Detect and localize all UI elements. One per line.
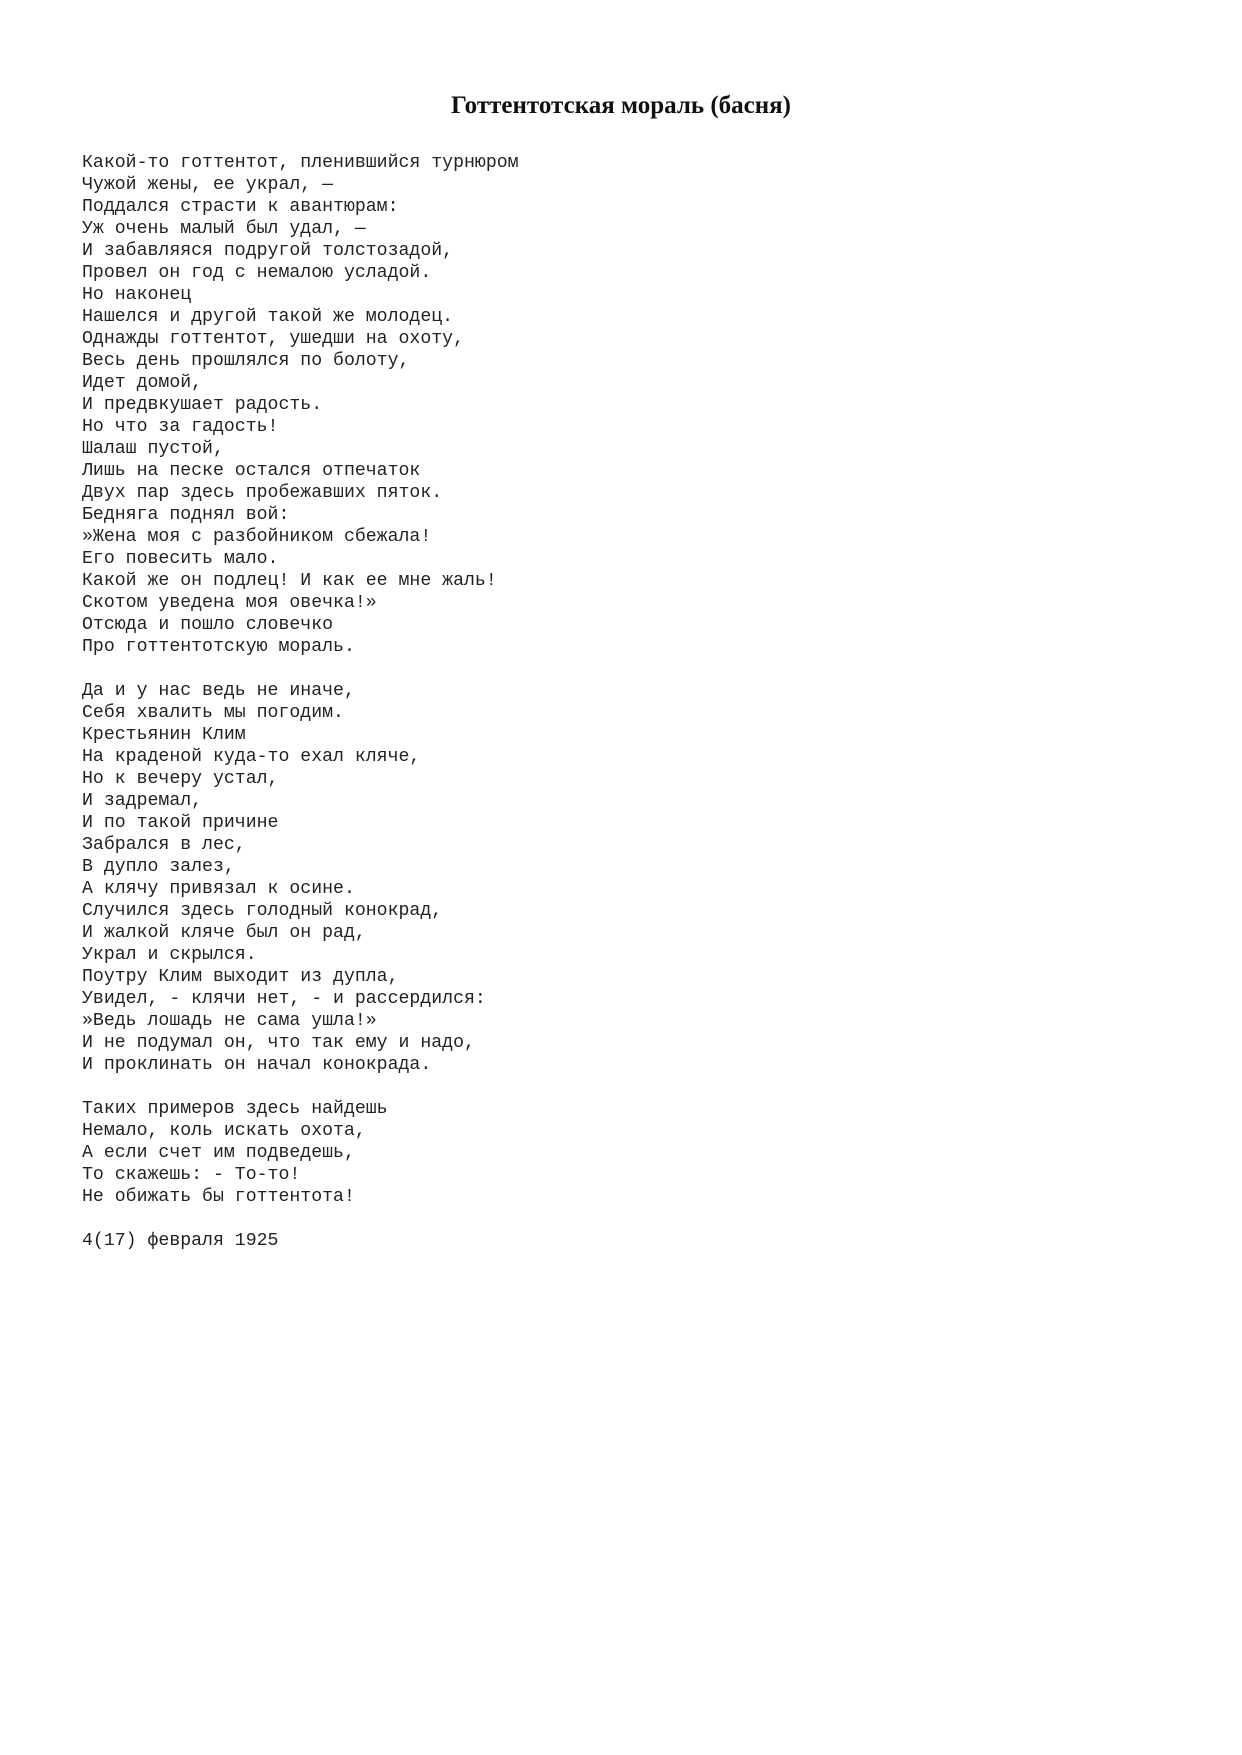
- poem-line: »Ведь лошадь не сама ушла!»: [82, 1011, 377, 1031]
- poem-line: Украл и скрылся.: [82, 945, 257, 965]
- poem-line: Себя хвалить мы погодим.: [82, 703, 344, 723]
- poem-line: И проклинать он начал конокрада.: [82, 1055, 432, 1075]
- poem-line: Двух пар здесь пробежавших пяток.: [82, 483, 443, 503]
- poem-line: Но к вечеру устал,: [82, 769, 279, 789]
- poem-line: Немало, коль искать охота,: [82, 1121, 366, 1141]
- page-title: Готтентотская мораль (басня): [450, 92, 792, 119]
- poem-line: А клячу привязал к осине.: [82, 879, 355, 899]
- poem-line: Случился здесь голодный конокрад,: [82, 901, 443, 921]
- poem-line: Да и у нас ведь не иначе,: [82, 681, 355, 701]
- poem-line: Увидел, - клячи нет, - и рассердился:: [82, 989, 486, 1009]
- poem-line: И забавляяся подругой толстозадой,: [82, 241, 454, 261]
- poem-line: Идет домой,: [82, 373, 203, 393]
- poem-line: Его повесить мало.: [82, 549, 279, 569]
- poem-line: Чужой жены, ее украл, —: [82, 175, 334, 195]
- poem-line: Какой-то готтентот, пленившийся турнюром: [82, 153, 519, 173]
- poem-line: Таких примеров здесь найдешь: [82, 1099, 388, 1119]
- poem-line: Крестьянин Клим: [82, 725, 246, 745]
- stanza-3: [82, 1098, 1182, 1208]
- poem-line: И не подумал он, что так ему и надо,: [82, 1033, 475, 1053]
- poem-line: И задремал,: [82, 791, 203, 811]
- poem-line: Поддался страсти к авантюрам:: [82, 197, 399, 217]
- stanza-1: [82, 152, 1182, 658]
- poem-line: Но что за гадость!: [82, 417, 279, 437]
- poem-line: А если счет им подведешь,: [82, 1143, 355, 1163]
- poem-line: Нашелся и другой такой же молодец.: [82, 307, 454, 327]
- poem-line: Весь день прошлялся по болоту,: [82, 351, 410, 371]
- poem-line: Забрался в лес,: [82, 835, 246, 855]
- stanza-2: [82, 680, 1182, 1076]
- poem-line: В дупло залез,: [82, 857, 235, 877]
- poem-line: »Жена моя с разбойником сбежала!: [82, 527, 432, 547]
- poem-line: И жалкой кляче был он рад,: [82, 923, 366, 943]
- poem-line: Скотом уведена моя овечка!»: [82, 593, 377, 613]
- poem-line: Поутру Клим выходит из дупла,: [82, 967, 399, 987]
- poem-line: Бедняга поднял вой:: [82, 505, 290, 525]
- poem-line: То скажешь: - То-то!: [82, 1165, 301, 1185]
- poem-line: Не обижать бы готтентота!: [82, 1187, 355, 1207]
- poem-line: Отсюда и пошло словечко: [82, 615, 334, 635]
- poem-line: Шалаш пустой,: [82, 439, 224, 459]
- poem-line: Но наконец: [82, 285, 192, 305]
- poem-line: Какой же он подлец! И как ее мне жаль!: [82, 571, 497, 591]
- poem-line: Уж очень малый был удал, —: [82, 219, 366, 239]
- poem-date: 4(17) февраля 1925: [82, 1231, 279, 1251]
- poem-line: На краденой куда-то ехал кляче,: [82, 747, 421, 767]
- poem-line: Однажды готтентот, ушедши на охоту,: [82, 329, 464, 349]
- poem-line: И предвкушает радость.: [82, 395, 323, 415]
- poem-line: И по такой причине: [82, 813, 279, 833]
- poem-line: Лишь на песке остался отпечаток: [82, 461, 421, 481]
- poem-line: Провел он год с немалою усладой.: [82, 263, 432, 283]
- poem-body: [82, 152, 1182, 1252]
- poem-line: Про готтентотскую мораль.: [82, 637, 355, 657]
